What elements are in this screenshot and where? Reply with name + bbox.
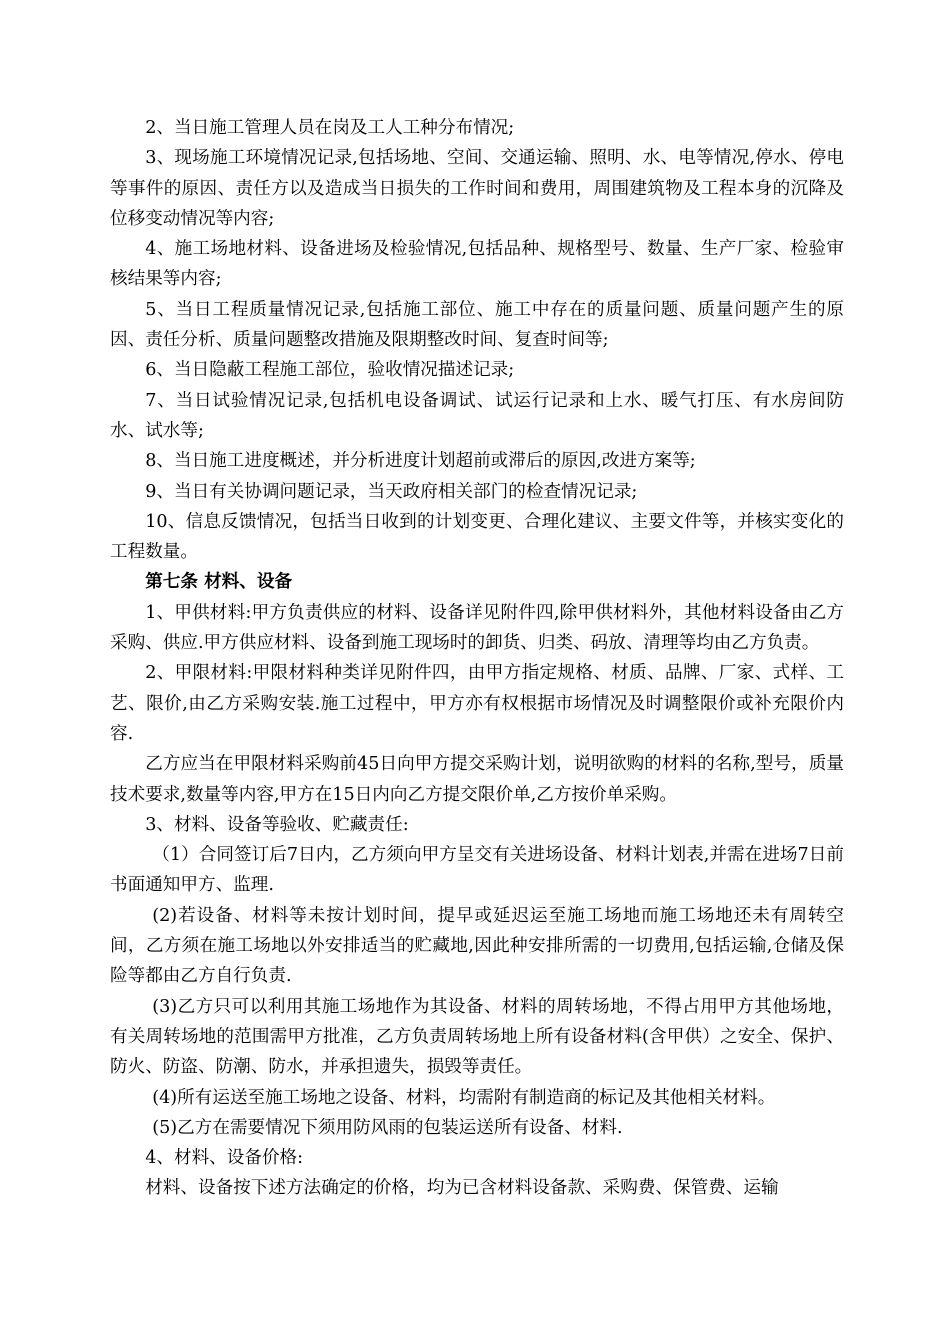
paragraph-item-5: 5、当日工程质量情况记录,包括施工部位、施工中存在的质量问题、质量问题产生的原因、责任分析、质量问题整改措施及限期整改时间、复查时间等;: [110, 299, 844, 351]
sub-item-4: (4)所有运送至施工场地之设备、材料，均需附有制造商的标记及其他相关材料。: [152, 1087, 776, 1108]
paragraph-owner-supplied-materials: 1、甲供材料:甲方负责供应的材料、设备详见附件四,除甲供材料外，其他材料设备由乙方采购、供应.甲方供应材料、设备到施工现场时的卸货、归类、码放、清理等均由乙方负责。: [110, 602, 844, 654]
paragraph-price-method: 材料、设备按下述方法确定的价格，均为已含材料设备款、采购费、保管费、运输: [145, 1178, 779, 1199]
paragraph-item-8: 8、当日施工进度概述，并分析进度计划超前或滞后的原因,改进方案等;: [145, 451, 696, 472]
section-heading-article-7: 第七条 材料、设备: [145, 571, 293, 593]
sub-item-3: (3)乙方只可以利用其施工场地作为其设备、材料的周转场地，不得占用甲方其他场地，有关周转场地的范围需甲方批准，乙方负责周转场地上所有设备材料(含甲供）之安全、保护、防火、防盗、防潮、防水，并承担遗失，损毁等责任。: [110, 996, 844, 1078]
paragraph-procurement-plan: 乙方应当在甲限材料采购前45日向甲方提交采购计划，说明欲购的材料的名称,型号，质量技术要求,数量等内容,甲方在15日内向乙方提交限价单,乙方按价单采购。: [110, 754, 844, 805]
paragraph-item-10: 10、信息反馈情况，包括当日收到的计划变更、合理化建议、主要文件等，并核实变化的工程数量。: [110, 511, 844, 563]
paragraph-item-7: 7、当日试验情况记录,包括机电设备调试、试运行记录和上水、暖气打压、有水房间防水、试水等;: [110, 390, 844, 441]
sub-item-5: (5)乙方在需要情况下须用防风雨的包装运送所有设备、材料.: [152, 1117, 623, 1138]
paragraph-item-4: 4、施工场地材料、设备进场及检验情况,包括品种、规格型号、数量、生产厂家、检验审核结果等内容;: [110, 239, 844, 290]
sub-item-2: (2)若设备、材料等未按计划时间，提早或延迟运至施工场地而施工场地还未有周转空间，乙方须在施工场地以外安排适当的贮藏地,因此种安排所需的一切费用,包括运输,仓储及保险等都由乙方自行负责.: [110, 905, 844, 987]
paragraph-item-3: 3、现场施工环境情况记录,包括场地、空间、交通运输、照明、水、电等情况,停水、停电等事件的原因、责任方以及造成当日损失的工作时间和费用，周围建筑物及工程本身的沉降及位移变动情况等内容;: [110, 148, 844, 229]
paragraph-item-9: 9、当日有关协调问题记录，当天政府相关部门的检查情况记录;: [145, 481, 638, 502]
sub-item-1: （1）合同签订后7日内，乙方须向甲方呈交有关进场设备、材料计划表,并需在进场7日前书面通知甲方、监理.: [110, 845, 844, 896]
paragraph-item-2: 2、当日施工管理人员在岗及工人工种分布情况;: [145, 118, 515, 138]
paragraph-item-6: 6、当日隐蔽工程施工部位，验收情况描述记录;: [145, 360, 515, 381]
document-body: [110, 113, 844, 1204]
paragraph-owner-limited-materials: 2、甲限材料:甲限材料种类详见附件四，由甲方指定规格、材质、品牌、厂家、式样、工艺、限价,由乙方采购安装.施工过程中，甲方亦有权根据市场情况及时调整限价或补充限价内容.: [110, 663, 844, 744]
paragraph-material-prices: 4、材料、设备价格:: [145, 1148, 304, 1169]
paragraph-acceptance-storage: 3、材料、设备等验收、贮藏责任:: [145, 814, 409, 835]
